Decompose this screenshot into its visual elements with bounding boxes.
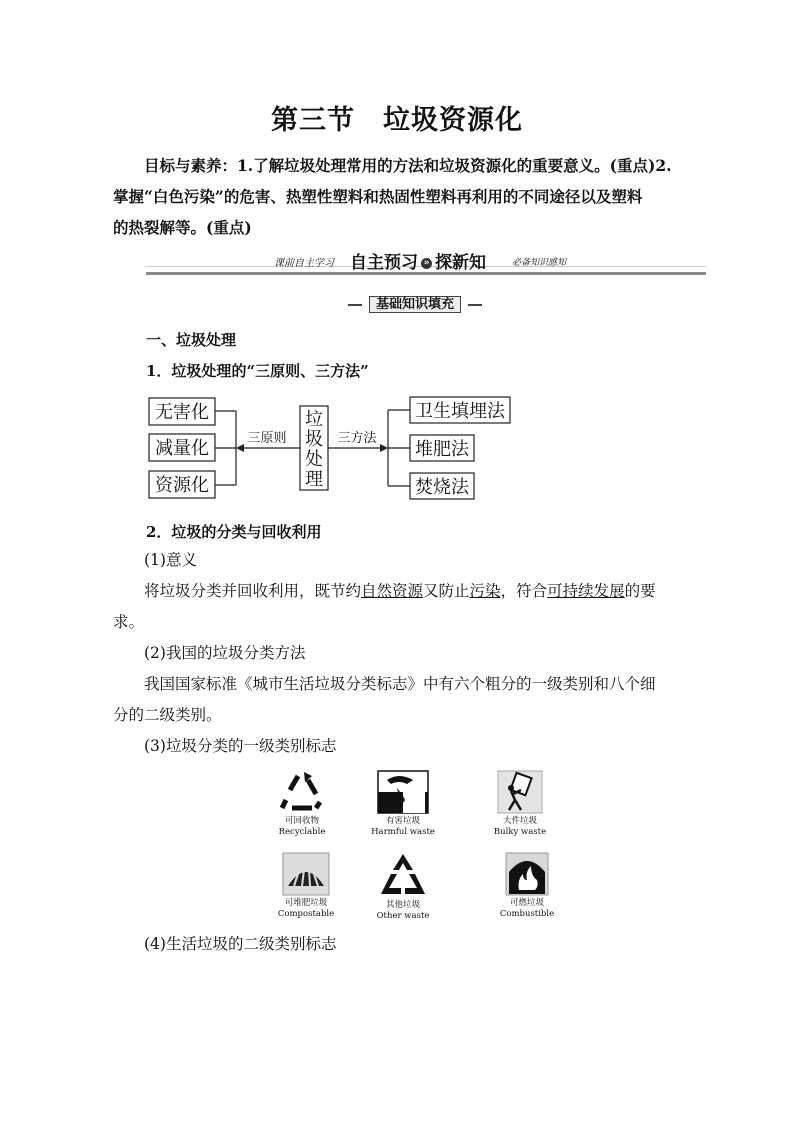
goals-line-2: 掌握“白色污染”的危害、热塑性塑料和热固性塑料再利用的不同途径以及塑料 [113,187,643,206]
meaning-text-2: 又防止 [423,582,470,600]
sign-harmful-en: Harmful waste [371,827,435,837]
sign-harmful [348,770,458,838]
meaning-line-2: 求。 [113,613,145,631]
subheading-meaning: (1)意义 [144,551,197,569]
banner-left-text: 课前自主学习 [274,258,334,269]
meaning-answer-1: 自然资源 [361,582,424,600]
sign-compostable-cn: 可堆肥垃圾 [284,898,328,908]
subheading-method: (2)我国的垃圾分类方法 [144,644,306,662]
bulky-icon [497,770,543,814]
sign-combustible [472,852,582,920]
section-tag-label: 基础知识填充 [369,296,461,313]
sign-other-waste [348,852,458,922]
sign-other-waste-cn: 其他垃圾 [385,900,420,910]
principles-methods-diagram [148,394,518,502]
sign-harmful-cn: 有害垃圾 [385,816,420,826]
methods-label: 三方法 [337,431,377,446]
center-char-3: 处 [305,449,323,470]
page-title: 第三节 垃圾资源化 [271,105,523,136]
meaning-text-4: 的要 [624,582,656,600]
section-tag [348,296,482,314]
sign-recyclable-cn: 可回收物 [284,816,319,826]
sign-combustible-en: Combustible [499,909,555,919]
center-char-4: 理 [305,469,323,490]
meaning-text-1: 将垃圾分类并回收利用，既节约 [144,582,362,600]
center-char-1: 垃 [305,409,323,430]
heading-three-principles: 1．垃圾处理的“三原则、三方法” [146,362,369,380]
heading-garbage-treatment: 一、垃圾处理 [146,331,237,349]
sign-bulky-en: Bulky waste [493,827,547,837]
method-line-1: 我国国家标准《城市生活垃圾分类标志》中有六个粗分的一级类别和八个细 [144,675,656,693]
banner-main-2: 探新知 [435,253,486,273]
sign-compostable [251,852,361,920]
arrow-right-icon: » [421,258,432,269]
meaning-block [113,545,688,762]
meaning-answer-2: 污染 [469,582,501,600]
principle-1: 无害化 [155,402,209,423]
principle-3: 资源化 [155,475,209,496]
compost-icon [282,852,330,896]
banner-right-text: 必备知识感知 [512,258,567,268]
recycle-icon [278,770,326,814]
sign-combustible-cn: 可燃垃圾 [509,898,544,908]
principle-2: 减量化 [155,438,209,459]
subheading-first-level-signs: (3)垃圾分类的一级类别标志 [144,737,337,755]
meaning-line-1 [113,576,688,607]
sign-recyclable-en: Recyclable [278,827,326,837]
sign-compostable-en: Compostable [277,909,335,919]
section-banner [146,248,706,274]
other-waste-icon [379,852,427,898]
subheading-second-level-signs: (4)生活垃圾的二级类别标志 [144,935,337,953]
learning-goals [113,150,683,243]
method-2: 堆肥法 [415,439,469,460]
method-1: 卫生填埋法 [415,401,505,422]
banner-main-1: 自主预习 [350,253,418,273]
principles-label: 三原则 [247,431,287,446]
center-char-2: 圾 [305,429,323,450]
flame-icon [505,852,549,896]
goals-line-3: 的热裂解等。(重点) [113,218,252,237]
harmful-icon [377,770,429,814]
meaning-text-3: ，符合 [500,582,548,600]
heading-classification: 2．垃圾的分类与回收利用 [146,523,322,541]
sign-recyclable [247,770,357,838]
sign-other-waste-en: Other waste [376,911,430,921]
banner-main-text [350,248,486,273]
method-line-2: 分的二级类别。 [113,706,222,724]
sign-bulky-cn: 大件垃圾 [502,816,537,826]
subheading-second-level-signs-block [113,929,688,960]
method-3: 焚烧法 [415,477,469,498]
sign-bulky [465,770,575,838]
goals-line-1: 目标与素养：1.了解垃圾处理常用的方法和垃圾资源化的重要意义。(重点)2. [144,156,672,175]
meaning-answer-3: 可持续发展 [547,582,625,600]
